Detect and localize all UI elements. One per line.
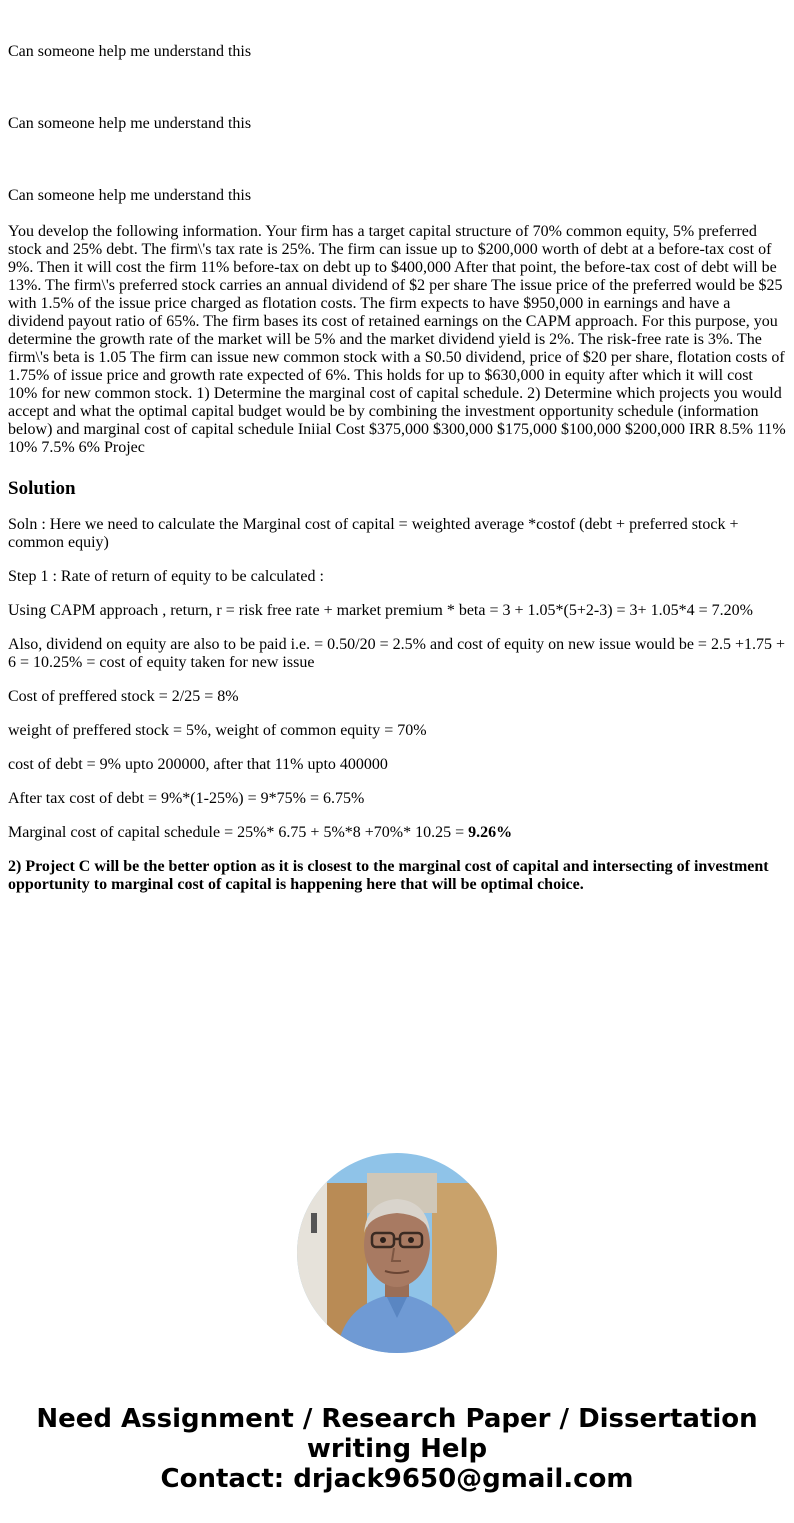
author-avatar <box>297 1153 497 1353</box>
solution-conclusion: 2) Project C will be the better option as it is closest to the marginal cost of capital and intersecting of investment opportunity to marginal cost of capital is happening here that will be optimal choice. <box>8 858 769 893</box>
solution-paragraph: Soln : Here we need to calculate the Marginal cost of capital = weighted average *costof (debt + preferred stock + common equiy) <box>8 516 739 551</box>
question-title: Can someone help me understand this <box>8 43 252 60</box>
solution-paragraph: Step 1 : Rate of return of equity to be calculated : <box>8 568 324 585</box>
promo-banner <box>0 1404 794 1494</box>
solution-paragraph: cost of debt = 9% upto 200000, after that 11% upto 400000 <box>8 756 388 773</box>
solution-paragraph: weight of preffered stock = 5%, weight of common equity = 70% <box>8 722 427 739</box>
mcc-formula: Marginal cost of capital schedule = 25%* 6.75 + 5%*8 +70%* 10.25 = <box>8 824 469 841</box>
mcc-result: 9.26% <box>468 824 513 841</box>
question-body: You develop the following information. Your firm has a target capital structure of 70% common equity, 5% preferred stock and 25% debt. The firm\'s tax rate is 25%. The firm can issue up to $200,000 worth of debt at a before-tax cost of 9%. Then it will cost the firm 11% before-tax on debt up to $400,000 After that point, the before-tax cost of debt will be 13%. The firm\'s preferred stock carries an annual dividend of $2 per share The issue price of the preferred would be $25 with 1.5% of the issue price charged as flotation costs. The firm expects to have $950,000 in earnings and have a dividend payout ratio of 65%. The firm bases its cost of retained earnings on the CAPM approach. For this purpose, you determine the growth rate of the market will be 5% and the market dividend yield is 2%. The risk-free rate is 3%. The firm\'s beta is 1.05 The firm can issue new common stock with a S0.50 dividend, price of $20 per share, flotation costs of 1.75% of issue price and growth rate expected of 6%. This holds for up to $630,000 in equity after which it will cost 10% for new common stock. 1) Determine the marginal cost of capital schedule. 2) Determine which projects you would accept and what the optimal capital budget would be by combining the investment opportunity schedule (information below) and marginal cost of capital schedule Iniial Cost $375,000 $300,000 $175,000 $100,000 $200,000 IRR 8.5% 11% 10% 7.5% 6% Projec <box>8 223 786 456</box>
solution-paragraph <box>8 824 786 842</box>
question-title: Can someone help me understand this <box>8 115 252 132</box>
promo-contact: Contact: drjack9650@gmail.com <box>160 1464 634 1494</box>
promo-line: Need Assignment / Research Paper / Dissertation <box>36 1404 758 1434</box>
promo-line: writing Help <box>306 1434 488 1464</box>
solution-heading: Solution <box>8 478 76 499</box>
solution-paragraph: Using CAPM approach , return, r = risk free rate + market premium * beta = 3 + 1.05*(5+2-3) = 3+ 1.05*4 = 7.20% <box>8 602 753 619</box>
question-title: Can someone help me understand this <box>8 187 252 204</box>
author-portrait-image <box>297 1153 497 1353</box>
solution-body <box>8 516 786 910</box>
solution-paragraph: Also, dividend on equity are also to be paid i.e. = 0.50/20 = 2.5% and cost of equity on new issue would be = 2.5 +1.75 + 6 = 10.25% = cost of equity taken for new issue <box>8 636 785 671</box>
solution-paragraph: After tax cost of debt = 9%*(1-25%) = 9*75% = 6.75% <box>8 790 365 807</box>
solution-paragraph: Cost of preffered stock = 2/25 = 8% <box>8 688 239 705</box>
